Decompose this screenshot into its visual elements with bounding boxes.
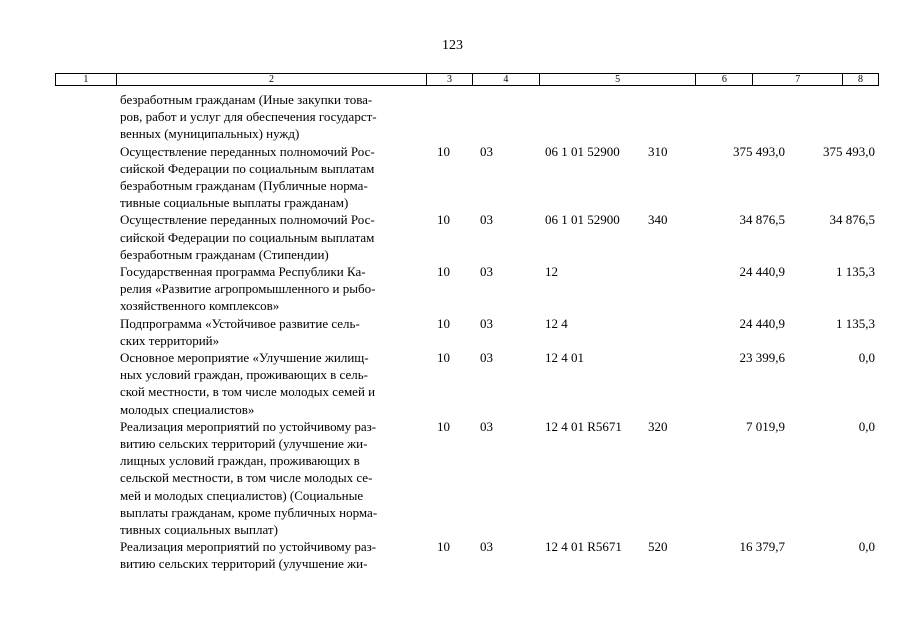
row-name-line: безработным гражданам (Публичные норма- bbox=[120, 178, 368, 193]
row-name-line: релия «Развитие агропромышленного и рыбо- bbox=[120, 281, 376, 297]
amount-col-8: 34 876,5 bbox=[829, 212, 875, 228]
table-row bbox=[0, 538, 905, 572]
row-name-line: хозяйственного комплексов» bbox=[120, 298, 280, 314]
row-name-line: ской местности, в том числе молодых семей и bbox=[120, 384, 376, 400]
section-code: 10 bbox=[437, 418, 450, 434]
subsection-code: 03 bbox=[480, 212, 493, 228]
header-cell-2: 2 bbox=[117, 74, 427, 85]
row-name-line: сийской Федерации по социальным выплатам bbox=[120, 229, 375, 245]
subsection-code: 03 bbox=[480, 143, 493, 159]
row-name-line: мей и молодых специалистов) (Социальные bbox=[120, 487, 364, 503]
subsection-code: 03 bbox=[480, 263, 493, 279]
amount-col-7: 24 440,9 bbox=[739, 263, 785, 279]
amount-col-7: 7 019,9 bbox=[746, 418, 785, 434]
row-name-line: Государственная программа Республики Ка- bbox=[120, 263, 366, 279]
row-name bbox=[120, 418, 420, 538]
table-row bbox=[0, 349, 905, 418]
row-name-line: безработным гражданам (Стипендии) bbox=[120, 246, 329, 262]
row-name bbox=[120, 538, 420, 572]
target-article-code: 12 4 bbox=[545, 315, 568, 331]
table-row bbox=[0, 315, 905, 349]
row-name-line: ных условий граждан, проживающих в сель- bbox=[120, 367, 368, 383]
row-name-line: сельской местности, в том числе молодых се- bbox=[120, 470, 373, 486]
row-name-line: безработным гражданам (Иные закупки това- bbox=[120, 92, 373, 107]
row-name-line: витию сельских территорий (улучшение жи- bbox=[120, 556, 368, 572]
amount-col-8: 1 135,3 bbox=[836, 315, 875, 331]
row-name bbox=[120, 143, 420, 212]
target-article-code: 12 bbox=[545, 263, 558, 279]
table-row bbox=[0, 263, 905, 315]
header-cell-6: 6 bbox=[696, 74, 753, 85]
row-name bbox=[120, 91, 420, 143]
target-article-code: 06 1 01 52900 bbox=[545, 143, 620, 159]
section-code: 10 bbox=[437, 349, 450, 365]
amount-col-8: 0,0 bbox=[858, 539, 875, 555]
table-row bbox=[0, 418, 905, 538]
row-name-line: Осуществление переданных полномочий Рос- bbox=[120, 143, 375, 159]
row-name-line: Реализация мероприятий по устойчивому раз- bbox=[120, 418, 377, 434]
row-name bbox=[120, 211, 420, 263]
expense-type-code: 320 bbox=[648, 418, 668, 434]
row-name-line: венных (муниципальных) нужд) bbox=[120, 126, 300, 142]
target-article-code: 12 4 01 bbox=[545, 349, 584, 365]
section-code: 10 bbox=[437, 315, 450, 331]
row-name-line: сийской Федерации по социальным выплатам bbox=[120, 160, 375, 176]
expense-type-code: 340 bbox=[648, 212, 668, 228]
amount-col-7: 23 399,6 bbox=[739, 349, 785, 365]
amount-col-7: 24 440,9 bbox=[739, 315, 785, 331]
row-name-line: тивные социальные выплаты гражданам) bbox=[120, 195, 349, 211]
table-row bbox=[0, 143, 905, 212]
amount-col-7: 34 876,5 bbox=[739, 212, 785, 228]
header-cell-4: 4 bbox=[473, 74, 540, 85]
table-header-row bbox=[55, 73, 879, 86]
expense-type-code: 310 bbox=[648, 143, 668, 159]
subsection-code: 03 bbox=[480, 349, 493, 365]
target-article-code: 06 1 01 52900 bbox=[545, 212, 620, 228]
amount-col-7: 16 379,7 bbox=[739, 539, 785, 555]
section-code: 10 bbox=[437, 539, 450, 555]
row-name-line: тивных социальных выплат) bbox=[120, 521, 278, 537]
header-cell-7: 7 bbox=[753, 74, 843, 85]
header-cell-3: 3 bbox=[427, 74, 473, 85]
header-cell-1: 1 bbox=[56, 74, 117, 85]
section-code: 10 bbox=[437, 212, 450, 228]
amount-col-8: 0,0 bbox=[858, 418, 875, 434]
row-name-line: витию сельских территорий (улучшение жи- bbox=[120, 435, 368, 451]
row-name-line: ров, работ и услуг для обеспечения государст- bbox=[120, 109, 377, 125]
table-body bbox=[0, 91, 905, 573]
target-article-code: 12 4 01 R5671 bbox=[545, 539, 622, 555]
expense-type-code: 520 bbox=[648, 539, 668, 555]
row-name-line: Подпрограмма «Устойчивое развитие сель- bbox=[120, 315, 360, 331]
row-name-line: Осуществление переданных полномочий Рос- bbox=[120, 212, 375, 228]
row-name-line: лищных условий граждан, проживающих в bbox=[120, 453, 360, 469]
page-number: 123 bbox=[442, 38, 463, 53]
table-row bbox=[0, 91, 905, 143]
table-row bbox=[0, 211, 905, 263]
subsection-code: 03 bbox=[480, 539, 493, 555]
row-name-line: Основное мероприятие «Улучшение жилищ- bbox=[120, 349, 369, 365]
row-name-line: ских территорий» bbox=[120, 332, 220, 348]
amount-col-8: 375 493,0 bbox=[823, 143, 875, 159]
header-cell-8: 8 bbox=[858, 74, 864, 85]
section-code: 10 bbox=[437, 143, 450, 159]
header-cell-5: 5 bbox=[540, 74, 697, 85]
row-name bbox=[120, 349, 420, 418]
subsection-code: 03 bbox=[480, 418, 493, 434]
row-name bbox=[120, 263, 420, 315]
amount-col-7: 375 493,0 bbox=[733, 143, 785, 159]
target-article-code: 12 4 01 R5671 bbox=[545, 418, 622, 434]
subsection-code: 03 bbox=[480, 315, 493, 331]
row-name bbox=[120, 315, 420, 349]
amount-col-8: 1 135,3 bbox=[836, 263, 875, 279]
row-name-line: выплаты гражданам, кроме публичных норма- bbox=[120, 504, 378, 520]
row-name-line: молодых специалистов» bbox=[120, 401, 255, 417]
amount-col-8: 0,0 bbox=[858, 349, 875, 365]
row-name-line: Реализация мероприятий по устойчивому раз- bbox=[120, 539, 377, 555]
section-code: 10 bbox=[437, 263, 450, 279]
